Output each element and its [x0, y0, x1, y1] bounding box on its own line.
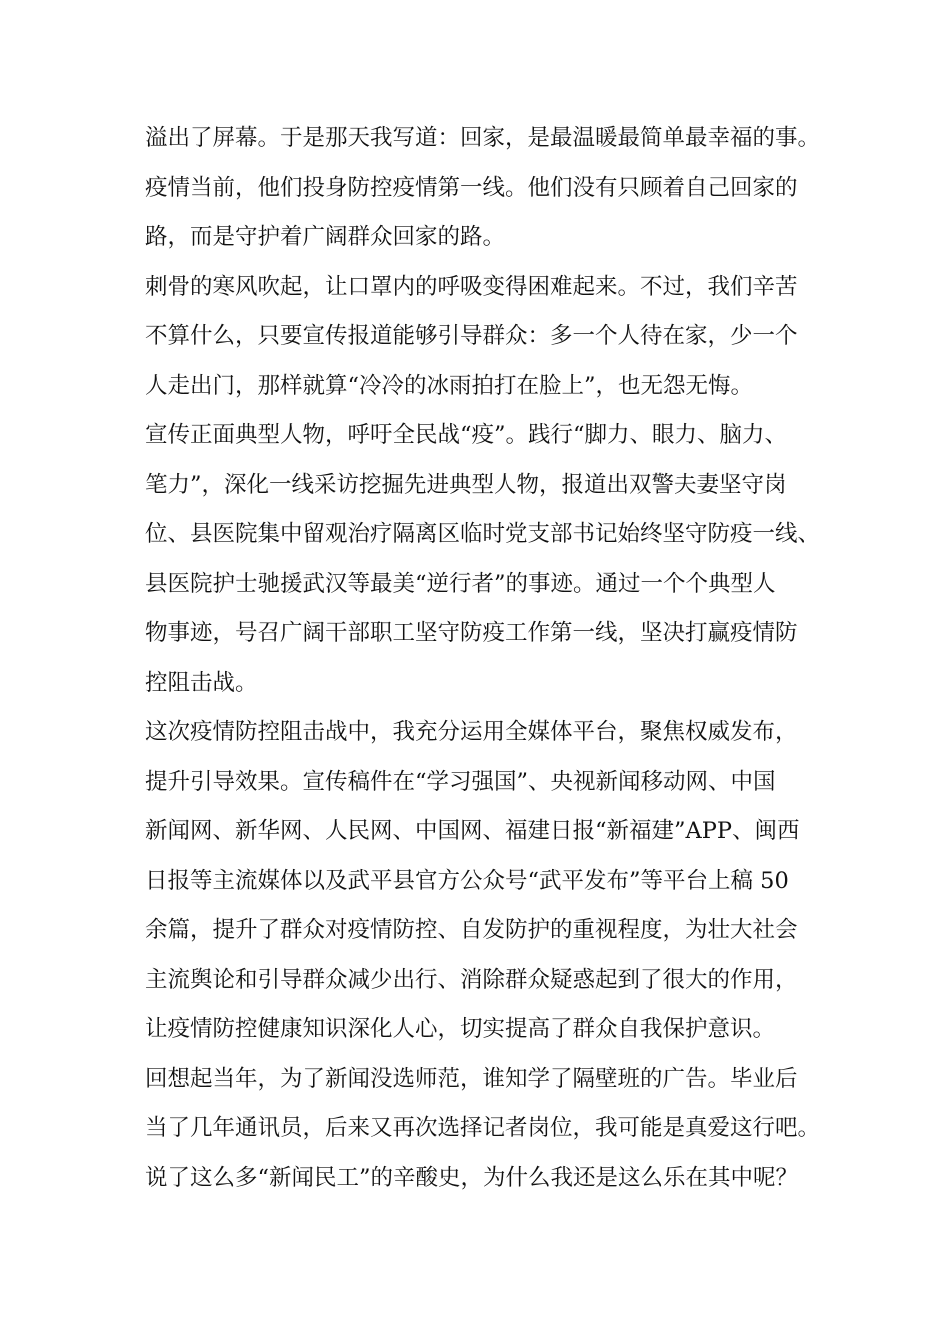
body-text	[145, 126, 835, 1215]
text-line: 说了这么多“新闻民工”的辛酸史，为什么我还是这么乐在其中呢？	[145, 1164, 799, 1191]
text-line: 回想起当年，为了新闻没选师范，谁知学了隔壁班的广告。毕业后	[145, 1065, 798, 1092]
text-line: 提升引导效果。宣传稿件在“学习强国”、央视新闻移动网、中国	[145, 768, 776, 795]
text-line: 这次疫情防控阻击战中，我充分运用全媒体平台，聚焦权威发布，	[145, 719, 798, 745]
text-line: 物事迹，号召广阔干部职工坚守防疫工作第一线，坚决打赢疫情防	[145, 620, 798, 646]
text-line: 县医院护士驰援武汉等最美“逆行者”的事迹。通过一个个典型人	[145, 570, 776, 597]
text-line: 日报等主流媒体以及武平县官方公众号“武平发布”等平台上稿 50	[145, 867, 789, 894]
text-line: 宣传正面典型人物，呼吁全民战“疫”。践行“脚力、眼力、脑力、	[145, 422, 788, 448]
text-line: 新闻网、新华网、人民网、中国网、福建日报“新福建”APP、闽西	[145, 818, 800, 844]
text-line: 人走出门，那样就算“冷冷的冰雨拍打在脸上”，也无怨无悔。	[145, 372, 754, 399]
text-line: 笔力”，深化一线采访挖掘先进典型人物，报道出双警夫妻坚守岗	[145, 471, 787, 498]
text-line: 路，而是守护着广阔群众回家的路。	[145, 224, 506, 250]
text-line: 不算什么，只要宣传报道能够引导群众：多一个人待在家，少一个	[145, 323, 798, 349]
text-line: 当了几年通讯员，后来又再次选择记者岗位，我可能是真爱这行吧。	[145, 1115, 821, 1141]
text-line: 主流舆论和引导群众减少出行、消除群众疑惑起到了很大的作用，	[145, 966, 798, 993]
text-line: 余篇，提升了群众对疫情防控、自发防护的重视程度，为壮大社会	[145, 917, 798, 943]
text-line: 溢出了屏幕。于是那天我写道：回家，是最温暖最简单最幸福的事。	[145, 125, 821, 151]
text-line: 疫情当前，他们投身防控疫情第一线。他们没有只顾着自己回家的	[145, 174, 798, 201]
text-line: 控阻击战。	[145, 669, 258, 696]
text-line: 位、县医院集中留观治疗隔离区临时党支部书记始终坚守防疫一线、	[145, 521, 821, 547]
text-line: 让疫情防控健康知识深化人心，切实提高了群众自我保护意识。	[145, 1016, 776, 1042]
text-line: 刺骨的寒风吹起，让口罩内的呼吸变得困难起来。不过，我们辛苦	[145, 273, 798, 300]
